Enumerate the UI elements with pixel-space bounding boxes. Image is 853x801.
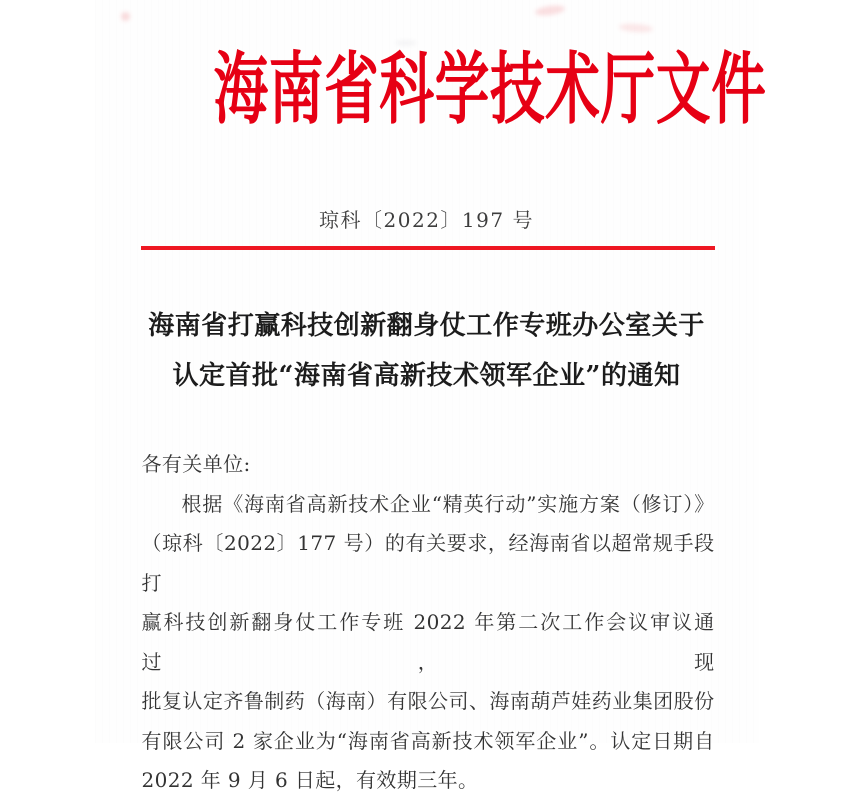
scan-smudge	[534, 4, 565, 17]
body-line: 根据《海南省高新技术企业“精英行动”实施方案（修订）》	[181, 491, 715, 516]
document-number: 琼科〔2022〕197 号	[319, 208, 534, 232]
body-line: 2022 年 9 月 6 日起，有效期三年。	[141, 768, 479, 792]
scan-smudge	[121, 12, 130, 21]
salutation: 各有关单位:	[141, 452, 251, 476]
red-divider-line	[141, 246, 715, 250]
document-page	[95, 0, 767, 792]
document-title-line-1: 海南省打赢科技创新翻身仗工作专班办公室关于	[148, 311, 705, 341]
document-title	[95, 301, 759, 401]
document-title-line-2: 认定首批“海南省高新技术领军企业”的通知	[172, 361, 681, 391]
body-line: 批复认定齐鲁制药（海南）有限公司、海南葫芦娃药业集团股份	[141, 689, 715, 713]
body-line: 赢科技创新翻身仗工作专班 2022 年第二次工作会议审议通过，现	[141, 610, 715, 674]
scan-smudge	[618, 23, 652, 33]
body-line: （琼科〔2022〕177 号）的有关要求，经海南省以超常规手段打	[141, 531, 715, 595]
agency-banner	[95, 38, 767, 142]
body-text	[142, 445, 715, 801]
agency-banner-text: 海南省科学技术厅文件	[213, 44, 767, 135]
body-line: 有限公司 2 家企业为“海南省高新技术领军企业”。认定日期自	[141, 728, 715, 753]
